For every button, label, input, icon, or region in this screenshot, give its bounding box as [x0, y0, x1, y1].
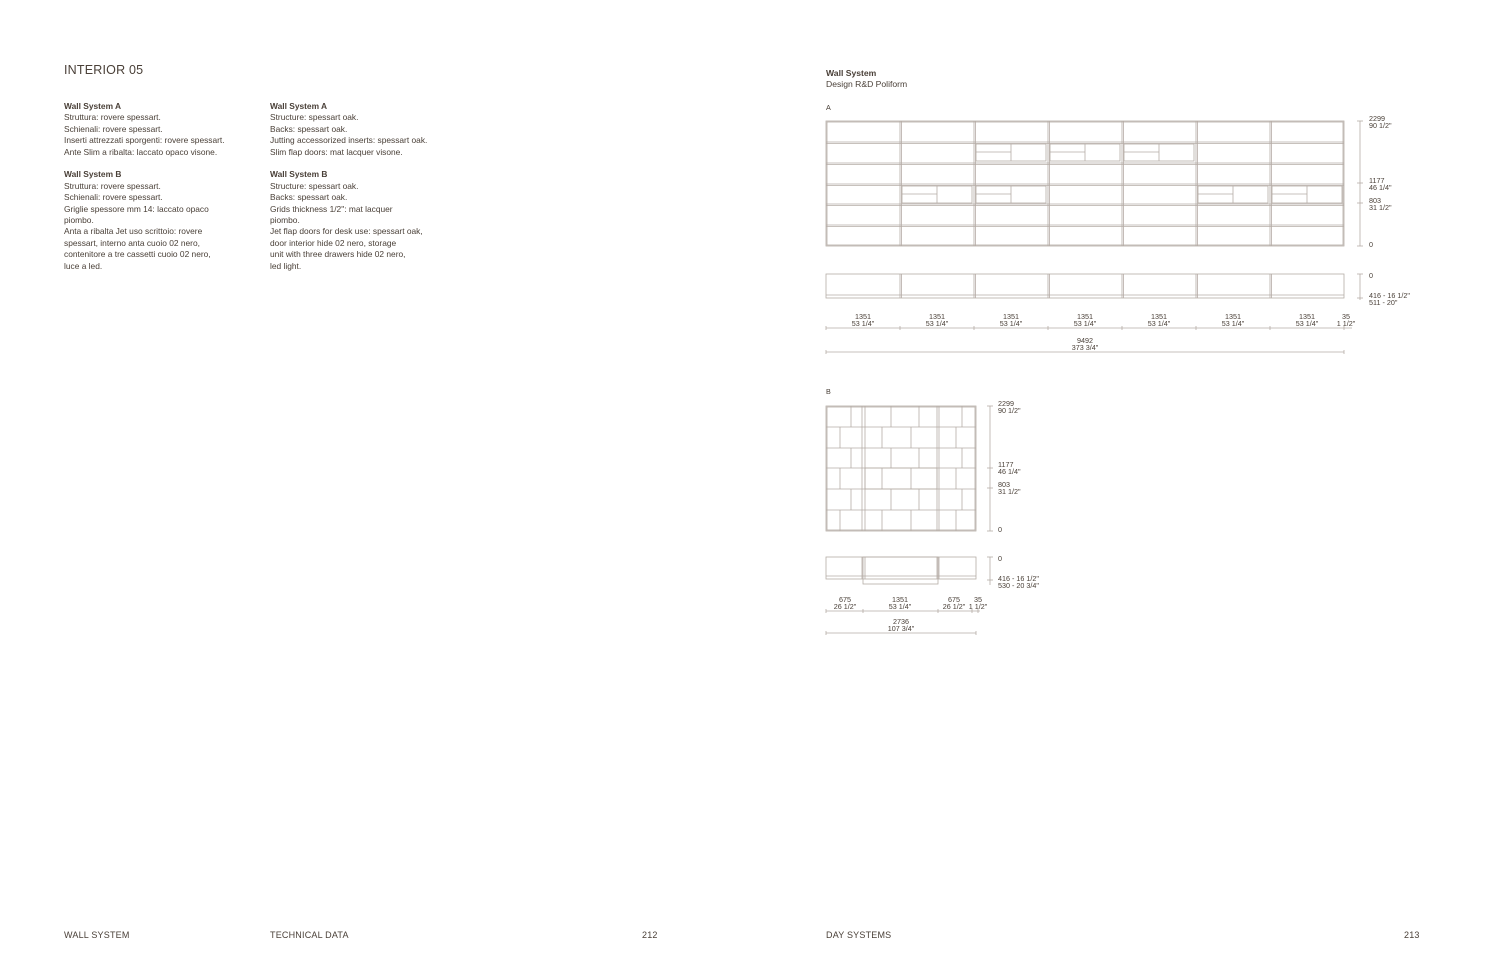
- heading-wall-system-b: Wall System B: [64, 169, 122, 180]
- text-line: Grids thickness 1/2": mat lacquer: [270, 203, 393, 214]
- text-line: spessart, interno anta cuoio 02 nero,: [64, 237, 200, 248]
- elevation-b-outline: [826, 406, 976, 531]
- elevation-b-inner: [827, 407, 975, 530]
- dimension-label: 53 1/4": [1221, 319, 1245, 328]
- dimension-label: 46 1/4": [1369, 183, 1392, 192]
- text-line: Slim flap doors: mat lacquer visone.: [270, 146, 403, 157]
- text-line: Schienali: rovere spessart.: [64, 192, 163, 203]
- dimension-label: 803: [998, 480, 1010, 489]
- footer-page-number: 212: [642, 930, 658, 940]
- text-line: unit with three drawers hide 02 nero,: [270, 249, 406, 260]
- footer-section-name: WALL SYSTEM: [64, 930, 130, 940]
- text-line: piombo.: [270, 215, 300, 226]
- text-line: Struttura: rovere spessart.: [64, 112, 161, 123]
- text-line: door interior hide 02 nero, storage: [270, 237, 397, 248]
- text-line: Struttura: rovere spessart.: [64, 180, 161, 191]
- dimension-label: 0: [998, 525, 1002, 534]
- text-line: Griglie spessore mm 14: laccato opaco: [64, 203, 209, 214]
- dimension-label: 107 3/4": [887, 624, 915, 633]
- dimension-label: 2299: [1369, 114, 1385, 123]
- dimension-label: 26 1/2": [833, 602, 857, 611]
- dimension-label: 31 1/2": [998, 487, 1021, 496]
- dimension-label: 90 1/2": [998, 406, 1021, 415]
- dimension-label: 416 - 16 1/2": [998, 574, 1039, 583]
- dimension-label: 1351: [1225, 312, 1241, 321]
- dimension-label: 53 1/4": [1073, 319, 1097, 328]
- plan-a-outline: [826, 274, 1344, 298]
- dimension-label: 511 - 20": [1369, 298, 1398, 307]
- heading-wall-system-a: Wall System A: [64, 101, 122, 111]
- text-line: Jutting accessorized inserts: spessart oak.: [270, 135, 428, 146]
- dimension-label: 0: [1369, 271, 1373, 280]
- dimension-label: 1351: [1151, 312, 1167, 321]
- dimension-label: 53 1/4": [925, 319, 949, 328]
- text-line: Structure: spessart oak.: [270, 180, 359, 191]
- dimension-label: 1 1/2": [968, 602, 988, 611]
- dimension-label: 416 - 16 1/2": [1369, 291, 1410, 300]
- jet-flap-door: [865, 468, 937, 489]
- dimension-label: 1351: [1077, 312, 1093, 321]
- dimension-label: 1177: [1369, 176, 1385, 185]
- text-line: piombo.: [64, 215, 94, 226]
- text-line: Structure: spessart oak.: [270, 112, 359, 123]
- dimension-label: 2299: [998, 399, 1014, 408]
- dimension-label: 53 1/4": [1147, 319, 1171, 328]
- text-line: Schienali: rovere spessart.: [64, 123, 163, 134]
- dimension-label: 1351: [855, 312, 871, 321]
- dimension-label: 1 1/2": [1336, 319, 1356, 328]
- elevation-a-outline: [826, 121, 1344, 246]
- heading-wall-system-b: Wall System B: [270, 169, 328, 180]
- text-line: Inserti attrezzati sporgenti: rovere spessart.: [64, 135, 225, 146]
- text-line: contenitore a tre cassetti cuoio 02 nero,: [64, 249, 211, 260]
- drawing-label-b: B: [826, 387, 831, 396]
- text-line: Ante Slim a ribalta: laccato opaco visone.: [64, 146, 218, 157]
- dimension-label: 0: [1369, 240, 1373, 249]
- dimension-label: 2736: [893, 617, 909, 626]
- dimension-label: 1351: [1299, 312, 1315, 321]
- product-designer: Design R&D Poliform: [826, 79, 908, 89]
- dimension-label: 675: [948, 595, 960, 604]
- dimension-label: 26 1/2": [942, 602, 966, 611]
- text-line: luce a led.: [64, 260, 103, 271]
- product-title: Wall System: [826, 68, 877, 78]
- dimension-label: 1351: [929, 312, 945, 321]
- dimension-label: 0: [998, 554, 1002, 563]
- text-line: Backs: spessart oak.: [270, 192, 348, 203]
- heading-wall-system-a: Wall System A: [270, 101, 328, 111]
- dimension-label: 53 1/4": [1295, 319, 1319, 328]
- text-line: Backs: spessart oak.: [270, 123, 348, 134]
- dimension-label: 373 3/4": [1071, 343, 1099, 352]
- dimension-label: 31 1/2": [1369, 203, 1392, 212]
- dimension-label: 53 1/4": [888, 602, 912, 611]
- page-title: INTERIOR 05: [64, 63, 144, 77]
- dimension-label: 675: [839, 595, 851, 604]
- dimension-label: 35: [974, 595, 982, 604]
- text-line: Jet flap doors for desk use: spessart oak,: [270, 226, 423, 237]
- footer-page-number: 213: [1404, 930, 1420, 940]
- dimension-label: 35: [1342, 312, 1350, 321]
- dimension-label: 53 1/4": [851, 319, 875, 328]
- footer-section-name: DAY SYSTEMS: [826, 930, 892, 940]
- dimension-label: 53 1/4": [999, 319, 1023, 328]
- dimension-label: 803: [1369, 196, 1381, 205]
- text-line: Anta a ribalta Jet uso scrittoio: rovere: [64, 226, 203, 237]
- text-line: led light.: [270, 260, 302, 271]
- dimension-label: 1177: [998, 460, 1014, 469]
- plan-b-desk: [863, 557, 938, 584]
- dimension-label: 1351: [892, 595, 908, 604]
- footer-chapter-name: TECHNICAL DATA: [270, 930, 349, 940]
- dimension-label: 90 1/2": [1369, 121, 1392, 130]
- dimension-label: 46 1/4": [998, 467, 1021, 476]
- dimension-label: 1351: [1003, 312, 1019, 321]
- dimension-label: 9492: [1077, 336, 1093, 345]
- dimension-label: 530 - 20 3/4": [998, 581, 1039, 590]
- drawing-label-a: A: [826, 103, 831, 112]
